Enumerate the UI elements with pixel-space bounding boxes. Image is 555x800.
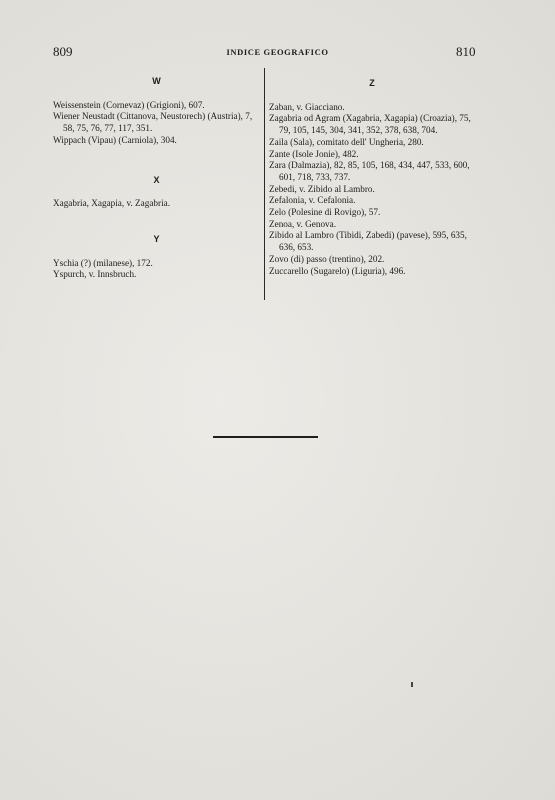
index-entry: Yspurch, v. Innsbruch. — [53, 269, 137, 280]
page-number-left: 809 — [53, 44, 73, 59]
index-entry: Zebedi, v. Zibido al Lambro. — [269, 183, 375, 194]
section-letter-x: X — [153, 174, 160, 185]
index-entry: Zaban, v. Giacciano. — [269, 101, 345, 112]
index-entry: Wiener Neustadt (Cittanova, Neustorech) (Austria), 7, 58, 75, 76, 77, 117, 351. — [53, 111, 253, 134]
index-entry: Weissenstein (Cornevaz) (Grigioni), 607. — [53, 99, 205, 110]
section-letter-w: W — [152, 76, 161, 86]
index-entry: Zuccarello (Sugarelo) (Liguria), 496. — [269, 265, 406, 276]
ink-speck — [411, 682, 413, 687]
section-letter-z: Z — [369, 78, 375, 88]
index-entry: Zibido al Lambro (Tibidi, Zabedi) (pavese), 595, 635, 636, 653. — [269, 230, 467, 253]
running-title: INDICE GEOGRAFICO — [226, 47, 329, 57]
index-entry: Zara (Dalmazia), 82, 85, 105, 168, 434, 447, 533, 600, 601, 718, 733, 737. — [269, 160, 470, 182]
left-column — [53, 68, 260, 281]
index-entry: Yschia (?) (milanese), 172. — [53, 257, 153, 268]
index-entry: Zenoa, v. Genova. — [269, 218, 337, 229]
end-rule — [213, 436, 318, 438]
index-entry: Zagabria od Agram (Xagabria, Xagapia) (Croazia), 75, 79, 105, 145, 304, 341, 352, 378, 638, 704. — [269, 113, 471, 136]
right-column — [269, 68, 475, 277]
index-entry: Zovo (di) passo (trentino), 202. — [269, 253, 385, 264]
index-entry: Zaila (Sala), comitato dell' Ungheria, 280. — [269, 136, 424, 147]
section-letter-y: Y — [153, 233, 160, 244]
index-entry: Zefalonia, v. Cefalonia. — [269, 195, 356, 206]
index-entry: Xagabria, Xagapia, v. Zagabria. — [53, 198, 170, 209]
index-entry: Wippach (Vipau) (Carniola), 304. — [53, 134, 177, 145]
index-entry: Zante (Isole Jonie), 482. — [269, 148, 359, 159]
column-divider — [264, 68, 265, 300]
page-number-right: 810 — [456, 44, 476, 59]
page-header — [0, 44, 555, 60]
index-entry: Zelo (Polesine di Rovigo), 57. — [269, 207, 381, 218]
